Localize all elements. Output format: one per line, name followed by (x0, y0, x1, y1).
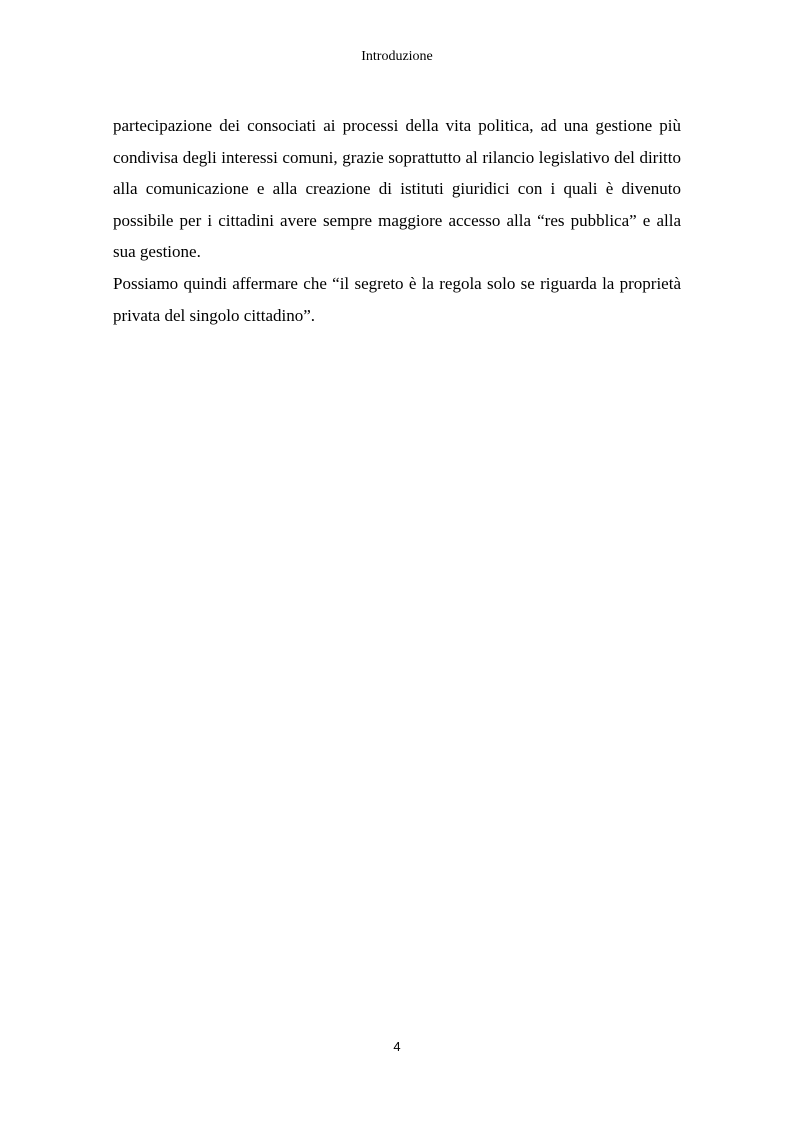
page-number: 4 (393, 1039, 401, 1054)
paragraph-2: Possiamo quindi affermare che “il segreto è la regola solo se riguarda la proprietà privata del singolo cittadino”. (113, 273, 681, 325)
running-header: Introduzione (361, 49, 433, 64)
body-text (113, 110, 681, 331)
paragraph-1: partecipazione dei consociati ai processi della vita politica, ad una gestione più condivisa degli interessi comuni, grazie soprattutto al rilancio legislativo del diritto alla comunicazione e alla creazione di istituti giuridici con i quali è divenuto possibile per i cittadini avere sempre maggiore accesso alla “res pubblica” e alla sua gestione. (113, 116, 681, 262)
